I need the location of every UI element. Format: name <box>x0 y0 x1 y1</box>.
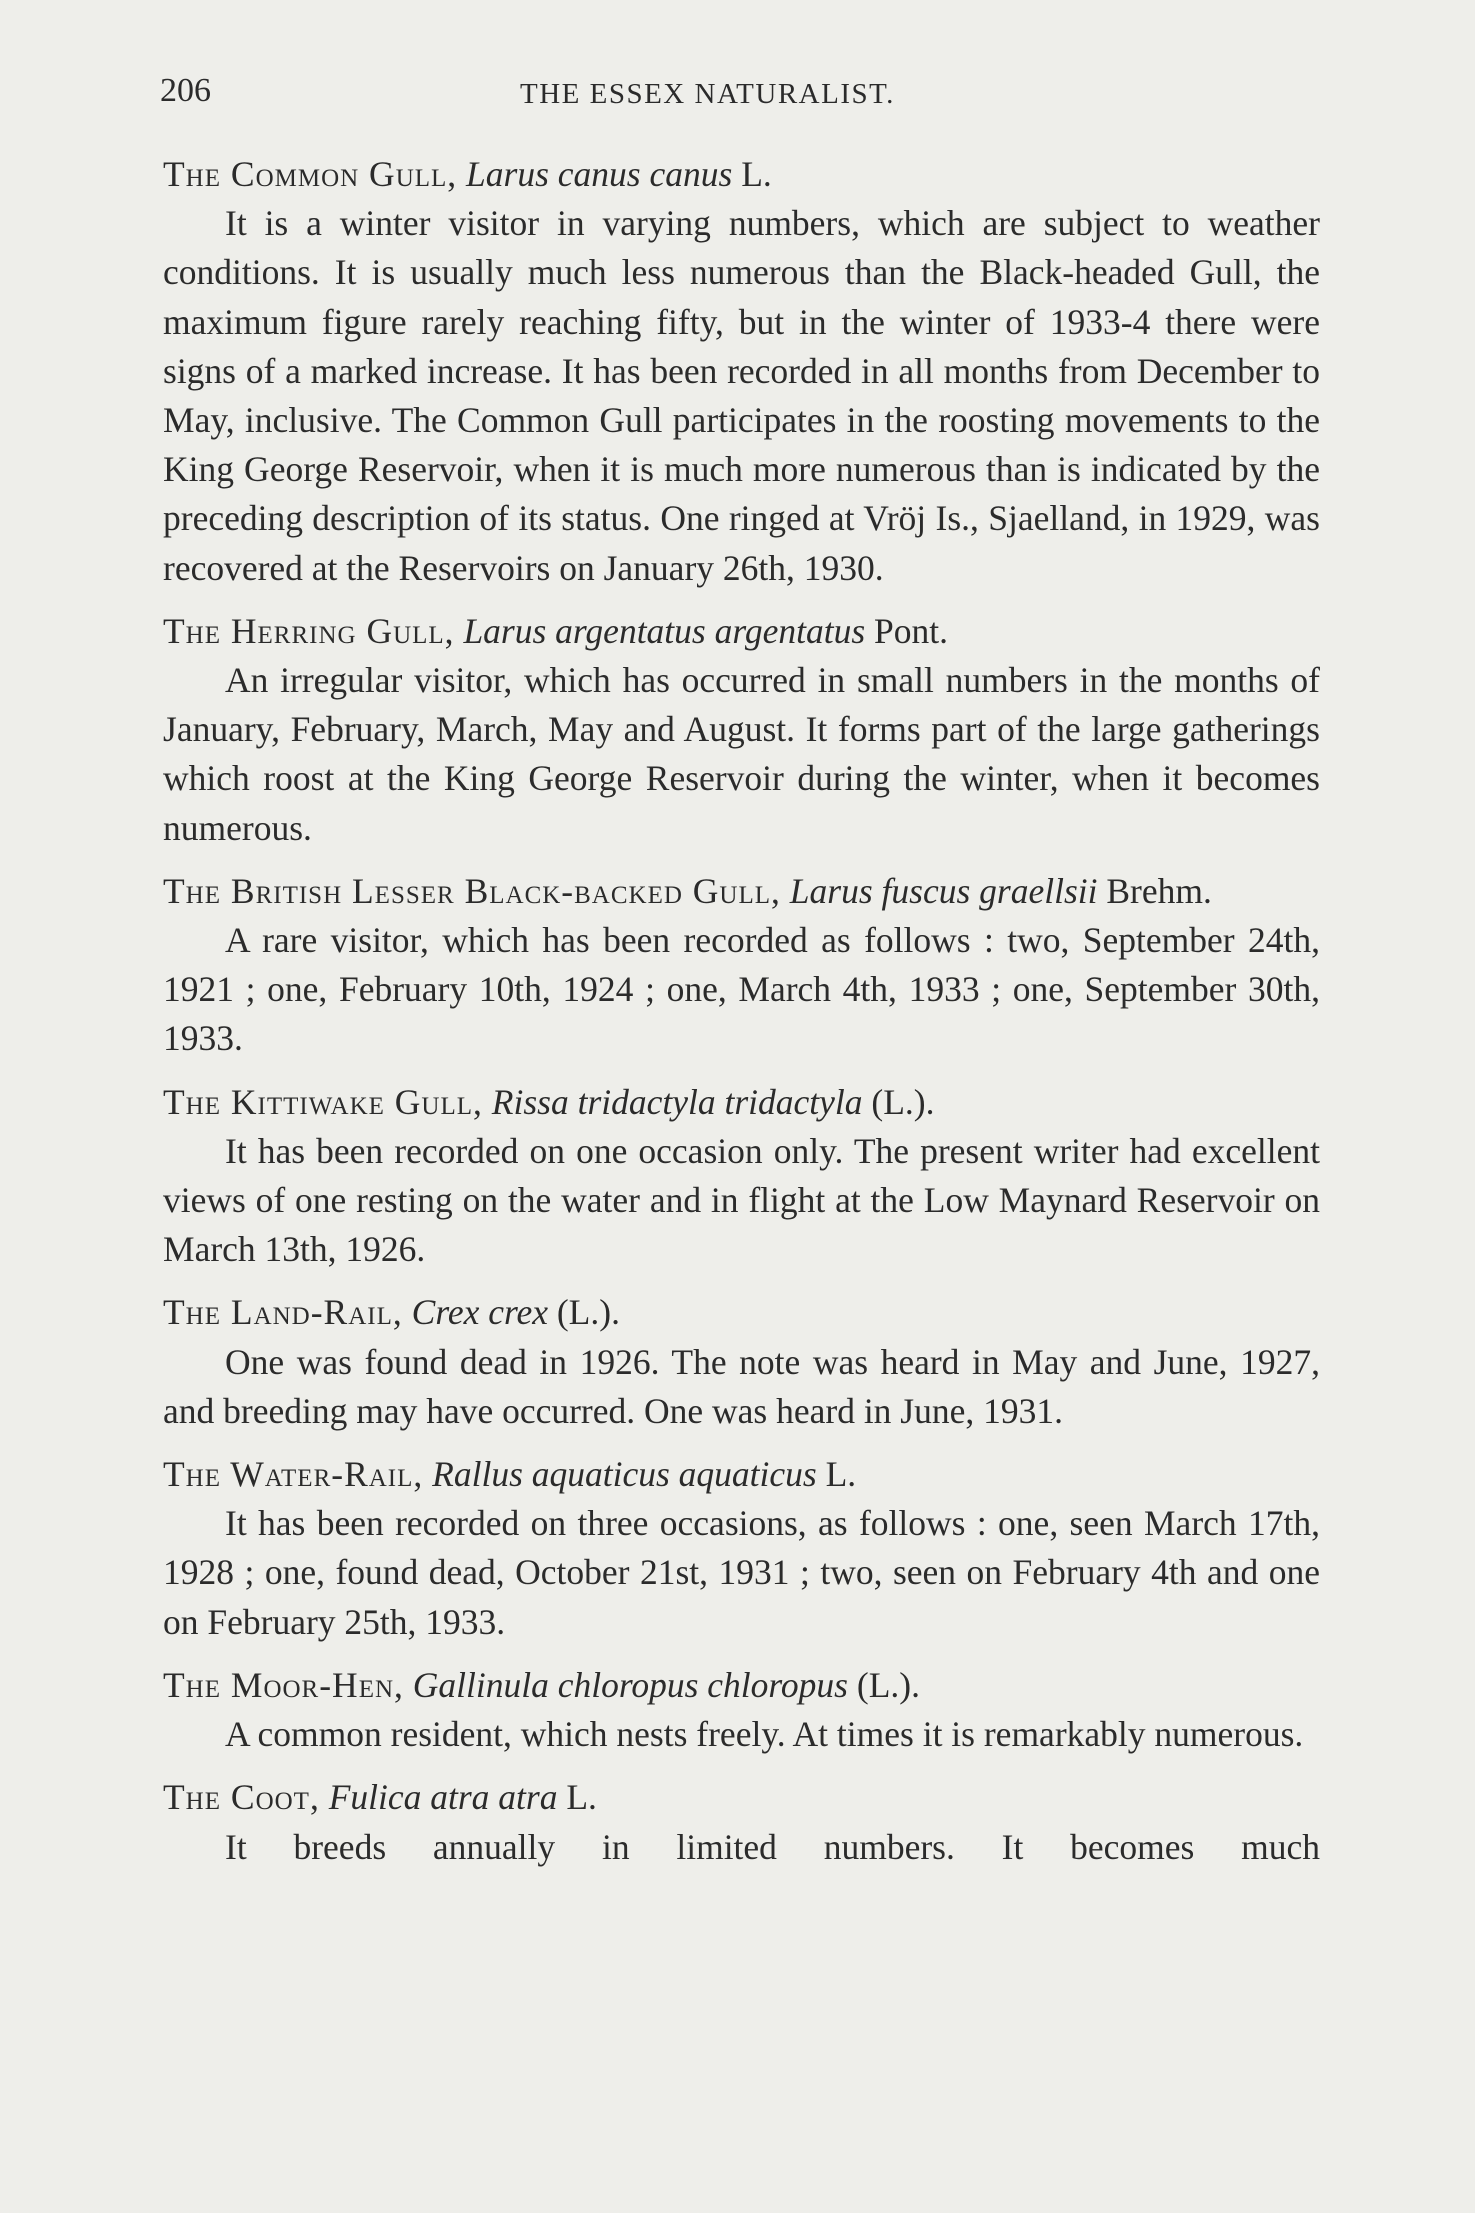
authority: L. <box>741 154 772 194</box>
species-entry-water-rail <box>163 1450 1320 1647</box>
running-head <box>160 72 1320 118</box>
scientific-name: Larus fuscus graellsii <box>789 870 1098 911</box>
species-heading <box>163 1773 1320 1822</box>
species-heading <box>163 607 1320 656</box>
common-name: The Land-Rail, <box>163 1292 403 1333</box>
species-account: A rare visitor, which has been recorded as follows : two, September 24th, 1921 ; one, February 10th, 1924 ; one, March 4th, 1933 ; one, September 30th, 1933. <box>163 920 1320 1059</box>
authority: (L.). <box>871 1081 935 1122</box>
common-name: The Moor-Hen, <box>163 1664 404 1705</box>
species-account: An irregular visitor, which has occurred in small numbers in the months of January, February, March, May and August. It forms part of the large gatherings which roost at the King George Reservoir during the winter, when it becomes numerous. <box>163 660 1320 848</box>
authority: (L.). <box>556 1292 620 1333</box>
species-heading <box>163 1078 1320 1127</box>
species-account: It has been recorded on one occasion only. The present writer had excellent views of one resting on the water and in flight at the Low Maynard Reservoir on March 13th, 1926. <box>163 1130 1320 1270</box>
species-account: It breeds annually in limited numbers. It becomes much <box>225 1826 1320 1867</box>
species-heading <box>163 867 1320 916</box>
common-name: The Coot, <box>163 1777 320 1818</box>
species-heading <box>163 1288 1320 1337</box>
common-name: The Herring Gull, <box>163 610 455 651</box>
authority: L. <box>825 1454 857 1495</box>
species-account: It has been recorded on three occasions, as follows : one, seen March 17th, 1928 ; one, found dead, October 21st, 1931 ; two, seen on February 4th and one on February 25th, 1933. <box>163 1503 1320 1642</box>
species-entry-herring-gull <box>163 607 1320 853</box>
species-entry-kittiwake-gull <box>163 1078 1320 1275</box>
common-name: The British Lesser Black-backed Gull, <box>163 870 781 911</box>
authority: Pont. <box>874 610 949 651</box>
scientific-name: Gallinula chloropus chloropus <box>412 1664 848 1705</box>
authority: (L.). <box>856 1664 920 1705</box>
authority: Brehm. <box>1106 870 1212 911</box>
scientific-name: Larus argentatus argentatus <box>463 610 866 651</box>
scientific-name: Larus canus canus <box>466 154 733 194</box>
species-entry-coot <box>163 1773 1320 1871</box>
common-name: The Common Gull, <box>163 154 458 194</box>
common-name: The Kittiwake Gull, <box>163 1081 483 1122</box>
species-account: A common resident, which nests freely. At times it is remarkably numerous. <box>225 1714 1304 1755</box>
page-body <box>163 150 1320 1886</box>
page-number: 206 <box>160 72 211 109</box>
species-entry-lesser-black-backed-gull <box>163 867 1320 1064</box>
authority: L. <box>566 1777 597 1818</box>
scientific-name: Fulica atra atra <box>328 1777 558 1818</box>
journal-title: THE ESSEX NATURALIST. <box>520 78 895 110</box>
species-heading <box>163 1450 1320 1499</box>
species-heading <box>163 1661 1320 1710</box>
scientific-name: Crex crex <box>411 1292 548 1333</box>
scientific-name: Rissa tridactyla tridactyla <box>491 1081 863 1122</box>
common-name: The Water-Rail, <box>163 1454 424 1495</box>
species-account: One was found dead in 1926. The note was heard in May and June, 1927, and breeding may have occurred. One was heard in June, 1931. <box>163 1341 1320 1431</box>
species-heading <box>163 150 1320 199</box>
species-account: It is a winter visitor in varying numbers, which are subject to weather conditions. It is usually much less numerous than the Black-headed Gull, the maximum figure rarely reaching fifty, but in the winter of 1933-4 there were signs of a marked increase. It has been recorded in all months from December to May, inclusive. The Common Gull participates in the roosting movements to the King George Reservoir, when it is much more numerous than is indicated by the preceding description of its status. One ringed at Vröj Is., Sjaelland, in 1929, was recovered at the Reservoirs on January 26th, 1930. <box>163 203 1320 588</box>
species-entry-common-gull <box>163 150 1320 593</box>
species-entry-land-rail <box>163 1288 1320 1436</box>
scientific-name: Rallus aquaticus aquaticus <box>432 1454 817 1495</box>
species-entry-moor-hen <box>163 1661 1320 1759</box>
